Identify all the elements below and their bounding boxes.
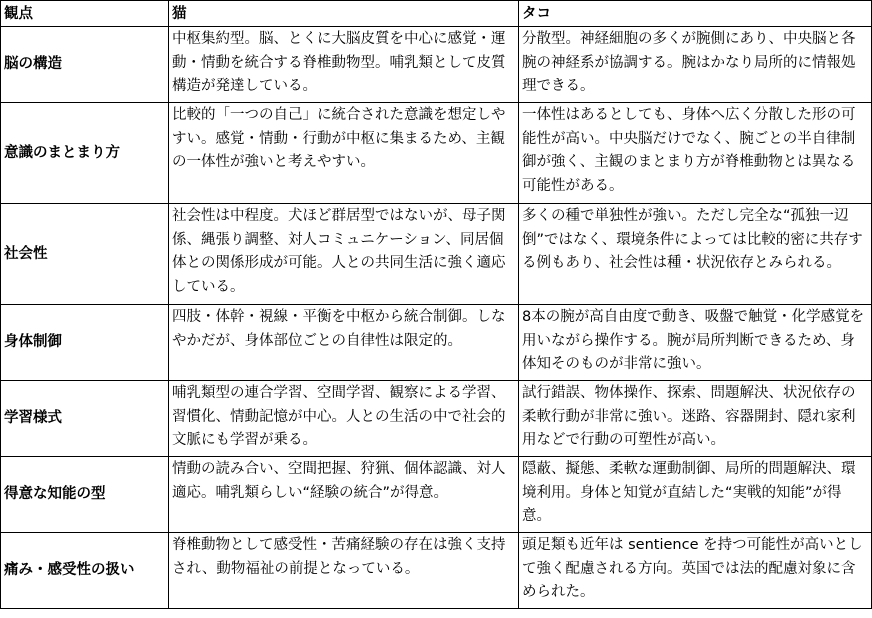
cat-cell: 四肢・体幹・視線・平衡を中枢から統合制御。しなやかだが、身体部位ごとの自律性は限定的。 [169,305,519,381]
table-row [1,533,872,609]
table-row [1,305,872,381]
octopus-cell: 一体性はあるとしても、身体へ広く分散した形の可能性が高い。中央脳だけでなく、腕ごとの半自律制御が強く、主観のまとまり方が脊椎動物とは異なる可能性がある。 [519,103,872,204]
table-row [1,204,872,305]
cat-cell: 情動の読み合い、空間把握、狩猟、個体認識、対人適応。哺乳類らしい“経験の統合”が得意。 [169,457,519,533]
octopus-cell: 試行錯誤、物体操作、探索、問題解決、状況依存の柔軟行動が非常に強い。迷路、容器開封、隠れ家利用などで行動の可塑性が高い。 [519,381,872,457]
row-aspect: 痛み・感受性の扱い [1,533,169,609]
row-aspect: 脳の構造 [1,27,169,103]
cat-cell: 脊椎動物として感受性・苦痛経験の存在は強く支持され、動物福祉の前提となっている。 [169,533,519,609]
header-cat: 猫 [169,1,519,27]
row-aspect: 社会性 [1,204,169,305]
cat-cell: 哺乳類型の連合学習、空間学習、観察による学習、習慣化、情動記憶が中心。人との生活の中で社会的文脈にも学習が乗る。 [169,381,519,457]
octopus-cell: 頭足類も近年は sentience を持つ可能性が高いとして強く配慮される方向。英国では法的配慮対象に含められた。 [519,533,872,609]
octopus-cell: 8本の腕が高自由度で動き、吸盤で触覚・化学感覚を用いながら操作する。腕が局所判断できるため、身体知そのものが非常に強い。 [519,305,872,381]
row-aspect: 学習様式 [1,381,169,457]
row-aspect: 得意な知能の型 [1,457,169,533]
table-row [1,381,872,457]
row-aspect: 身体制御 [1,305,169,381]
cat-cell: 中枢集約型。脳、とくに大脳皮質を中心に感覚・運動・情動を統合する脊椎動物型。哺乳類として皮質構造が発達している。 [169,27,519,103]
header-row [1,1,872,27]
cat-cell: 比較的「一つの自己」に統合された意識を想定しやすい。感覚・情動・行動が中枢に集まるため、主観の一体性が強いと考えやすい。 [169,103,519,204]
cat-cell: 社会性は中程度。犬ほど群居型ではないが、母子関係、縄張り調整、対人コミュニケーション、同居個体との関係形成が可能。人との共同生活に強く適応している。 [169,204,519,305]
row-aspect: 意識のまとまり方 [1,103,169,204]
octopus-cell: 多くの種で単独性が強い。ただし完全な“孤独一辺倒”ではなく、環境条件によっては比較的密に共存する例もあり、社会性は種・状況依存とみられる。 [519,204,872,305]
table-row [1,27,872,103]
header-aspect: 観点 [1,1,169,27]
octopus-cell: 隠蔽、擬態、柔軟な運動制御、局所的問題解決、環境利用。身体と知覚が直結した“実戦的知能”が得意。 [519,457,872,533]
table-row [1,457,872,533]
octopus-cell: 分散型。神経細胞の多くが腕側にあり、中央脳と各腕の神経系が協調する。腕はかなり局所的に情報処理できる。 [519,27,872,103]
table-row [1,103,872,204]
header-octopus: タコ [519,1,872,27]
